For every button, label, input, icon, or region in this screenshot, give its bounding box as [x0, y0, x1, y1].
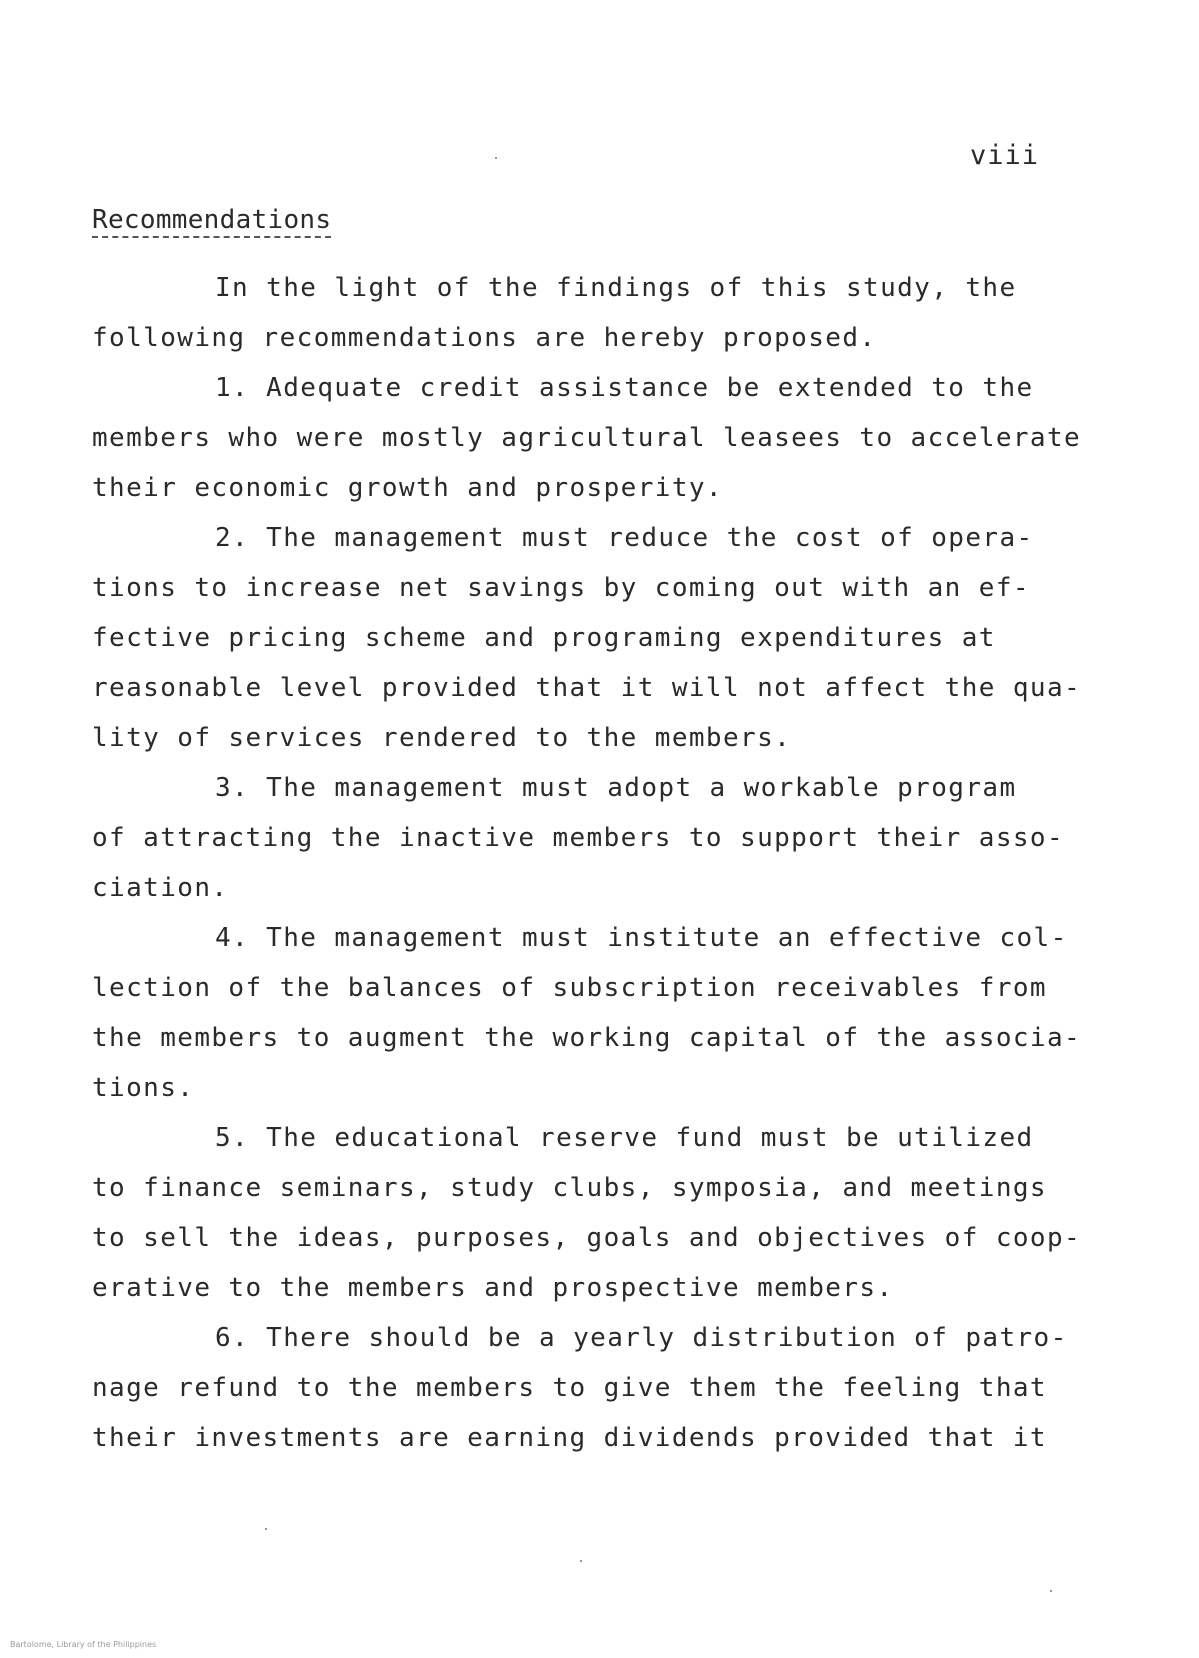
text-line: In the light of the findings of this study, the — [215, 273, 1017, 303]
scan-speck — [1050, 1590, 1052, 1592]
page-number: viii — [970, 140, 1040, 171]
text-line: members who were mostly agricultural leasees to accelerate — [92, 423, 1082, 453]
text-line: 6. There should be a yearly distribution of patro- — [215, 1323, 1068, 1353]
text-line: 4. The management must institute an effective col- — [215, 923, 1068, 953]
text-line: 2. The management must reduce the cost of opera- — [215, 523, 1034, 553]
text-line: the members to augment the working capital of the associa- — [92, 1023, 1082, 1053]
section-heading: Recommendations — [92, 205, 331, 238]
text-line: following recommendations are hereby proposed. — [92, 323, 877, 353]
scan-speck — [265, 1528, 267, 1530]
text-line: their economic growth and prosperity. — [92, 473, 723, 503]
text-line: 1. Adequate credit assistance be extended to the — [215, 373, 1034, 403]
scan-speck — [495, 157, 497, 159]
text-line: 3. The management must adopt a workable program — [215, 773, 1017, 803]
text-line: reasonable level provided that it will not affect the qua- — [92, 673, 1082, 703]
text-line: lity of services rendered to the members. — [92, 723, 792, 753]
text-line: lection of the balances of subscription receivables from — [92, 973, 1047, 1003]
scan-footer: Bartolome, Library of the Philippines — [10, 1640, 157, 1649]
text-line: nage refund to the members to give them the feeling that — [92, 1373, 1047, 1403]
text-line: erative to the members and prospective members. — [92, 1273, 894, 1303]
scan-speck — [580, 1560, 582, 1562]
text-line: ciation. — [92, 873, 229, 903]
text-line: to sell the ideas, purposes, goals and objectives of coop- — [92, 1223, 1082, 1253]
text-line: fective pricing scheme and programing expenditures at — [92, 623, 996, 653]
text-line: their investments are earning dividends provided that it — [92, 1423, 1047, 1453]
text-line: 5. The educational reserve fund must be utilized — [215, 1123, 1034, 1153]
text-line: tions to increase net savings by coming out with an ef- — [92, 573, 1030, 603]
text-line: tions. — [92, 1073, 195, 1103]
text-line: of attracting the inactive members to support their asso- — [92, 823, 1065, 853]
text-line: to finance seminars, study clubs, symposia, and meetings — [92, 1173, 1047, 1203]
